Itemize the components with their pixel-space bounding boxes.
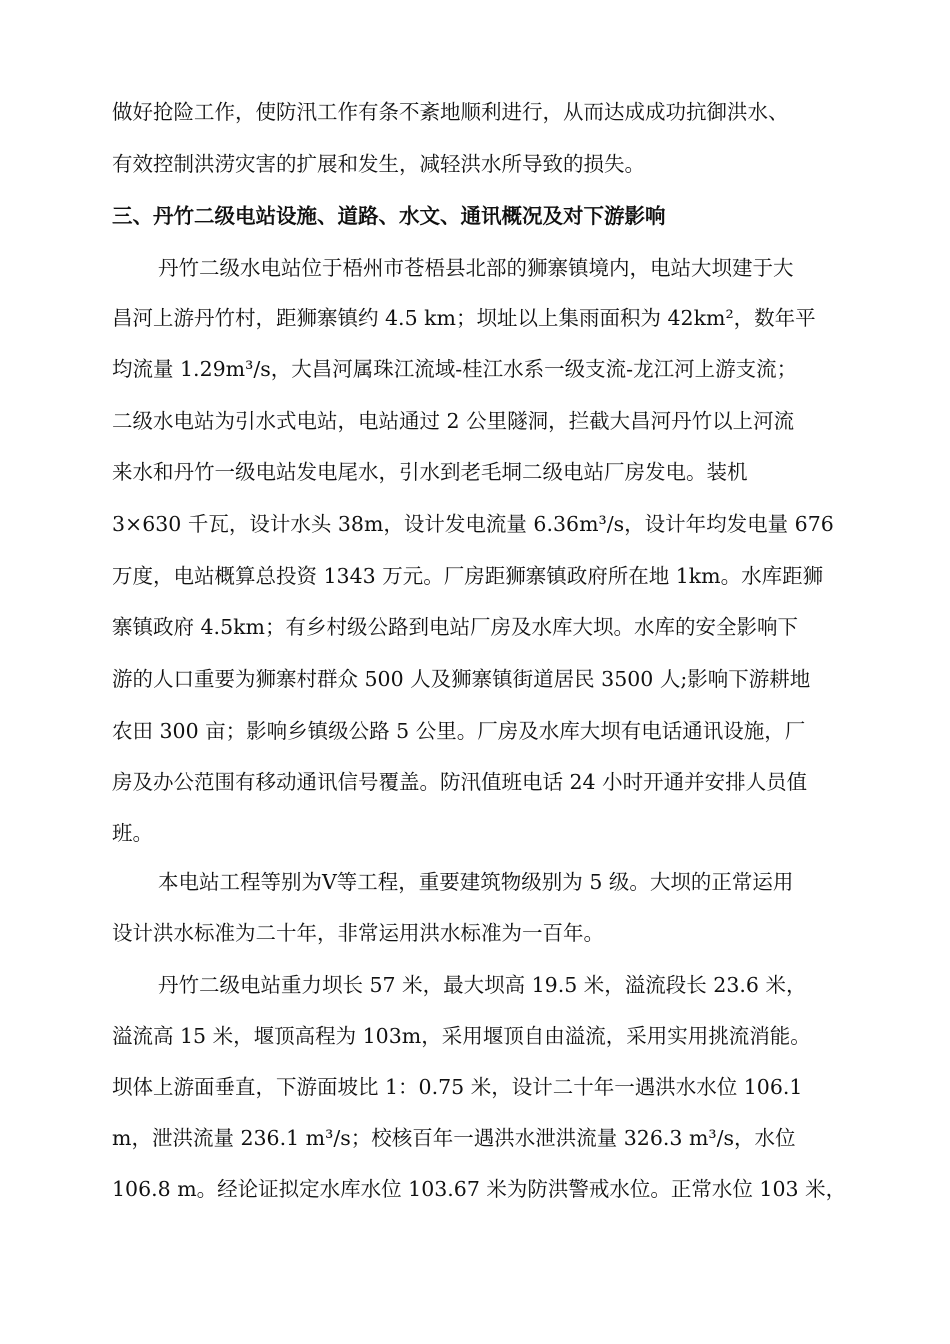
text-line: 有效控制洪涝灾害的扩展和发生，减轻洪水所导致的损失。 — [112, 152, 645, 176]
text-line: 丹竹二级电站重力坝长 57 米，最大坝高 19.5 米，溢流段长 23.6 米， — [158, 973, 807, 997]
text-line: 做好抢险工作，使防汛工作有条不紊地顺利进行，从而达成成功抗御洪水、 — [112, 100, 789, 124]
text-line: 坝体上游面垂直，下游面坡比 1：0.75 米，设计二十年一遇洪水水位 106.1 — [112, 1075, 803, 1099]
text-line: 溢流高 15 米，堰顶高程为 103m，采用堰顶自由溢流，采用实用挑流消能。 — [112, 1024, 811, 1048]
text-line: 房及办公范围有移动通讯信号覆盖。防汛值班电话 24 小时开通并安排人员值 — [112, 770, 808, 794]
text-line: 二级水电站为引水式电站，电站通过 2 公里隧洞，拦截大昌河丹竹以上河流 — [112, 409, 795, 433]
text-line: 3×630 千瓦，设计水头 38m，设计发电流量 6.36m³/s，设计年均发电量 676 — [112, 512, 834, 536]
section-heading: 三、丹竹二级电站设施、道路、水文、通讯概况及对下游影响 — [112, 204, 666, 228]
text-line: 万度，电站概算总投资 1343 万元。厂房距狮寨镇政府所在地 1km。水库距狮 — [112, 564, 824, 588]
text-line: 游的人口重要为狮寨村群众 500 人及狮寨镇街道居民 3500 人;影响下游耕地 — [112, 667, 811, 691]
text-line: 106.8 m。经论证拟定水库水位 103.67 米为防洪警戒水位。正常水位 103 米， — [112, 1177, 847, 1201]
text-line: m，泄洪流量 236.1 m³/s；校核百年一遇洪水泄洪流量 326.3 m³/s，水位 — [112, 1126, 796, 1150]
text-line: 农田 300 亩；影响乡镇级公路 5 公里。厂房及水库大坝有电话通讯设施，厂 — [112, 719, 806, 743]
text-line: 班。 — [112, 821, 153, 845]
text-line: 本电站工程等别为Ⅴ等工程，重要建筑物级别为 5 级。大坝的正常运用 — [158, 870, 794, 894]
text-line: 均流量 1.29m³/s，大昌河属珠江流域-桂江水系一级支流-龙江河上游支流； — [112, 357, 798, 381]
text-line: 丹竹二级水电站位于梧州市苍梧县北部的狮寨镇境内，电站大坝建于大 — [158, 256, 794, 280]
text-line: 设计洪水标准为二十年，非常运用洪水标准为一百年。 — [112, 921, 604, 945]
text-line: 来水和丹竹一级电站发电尾水，引水到老毛垌二级电站厂房发电。装机 — [112, 460, 748, 484]
text-line: 昌河上游丹竹村，距狮寨镇约 4.5 km；坝址以上集雨面积为 42km²，数年平 — [112, 306, 816, 330]
text-line: 寨镇政府 4.5km；有乡村级公路到电站厂房及水库大坝。水库的安全影响下 — [112, 615, 798, 639]
